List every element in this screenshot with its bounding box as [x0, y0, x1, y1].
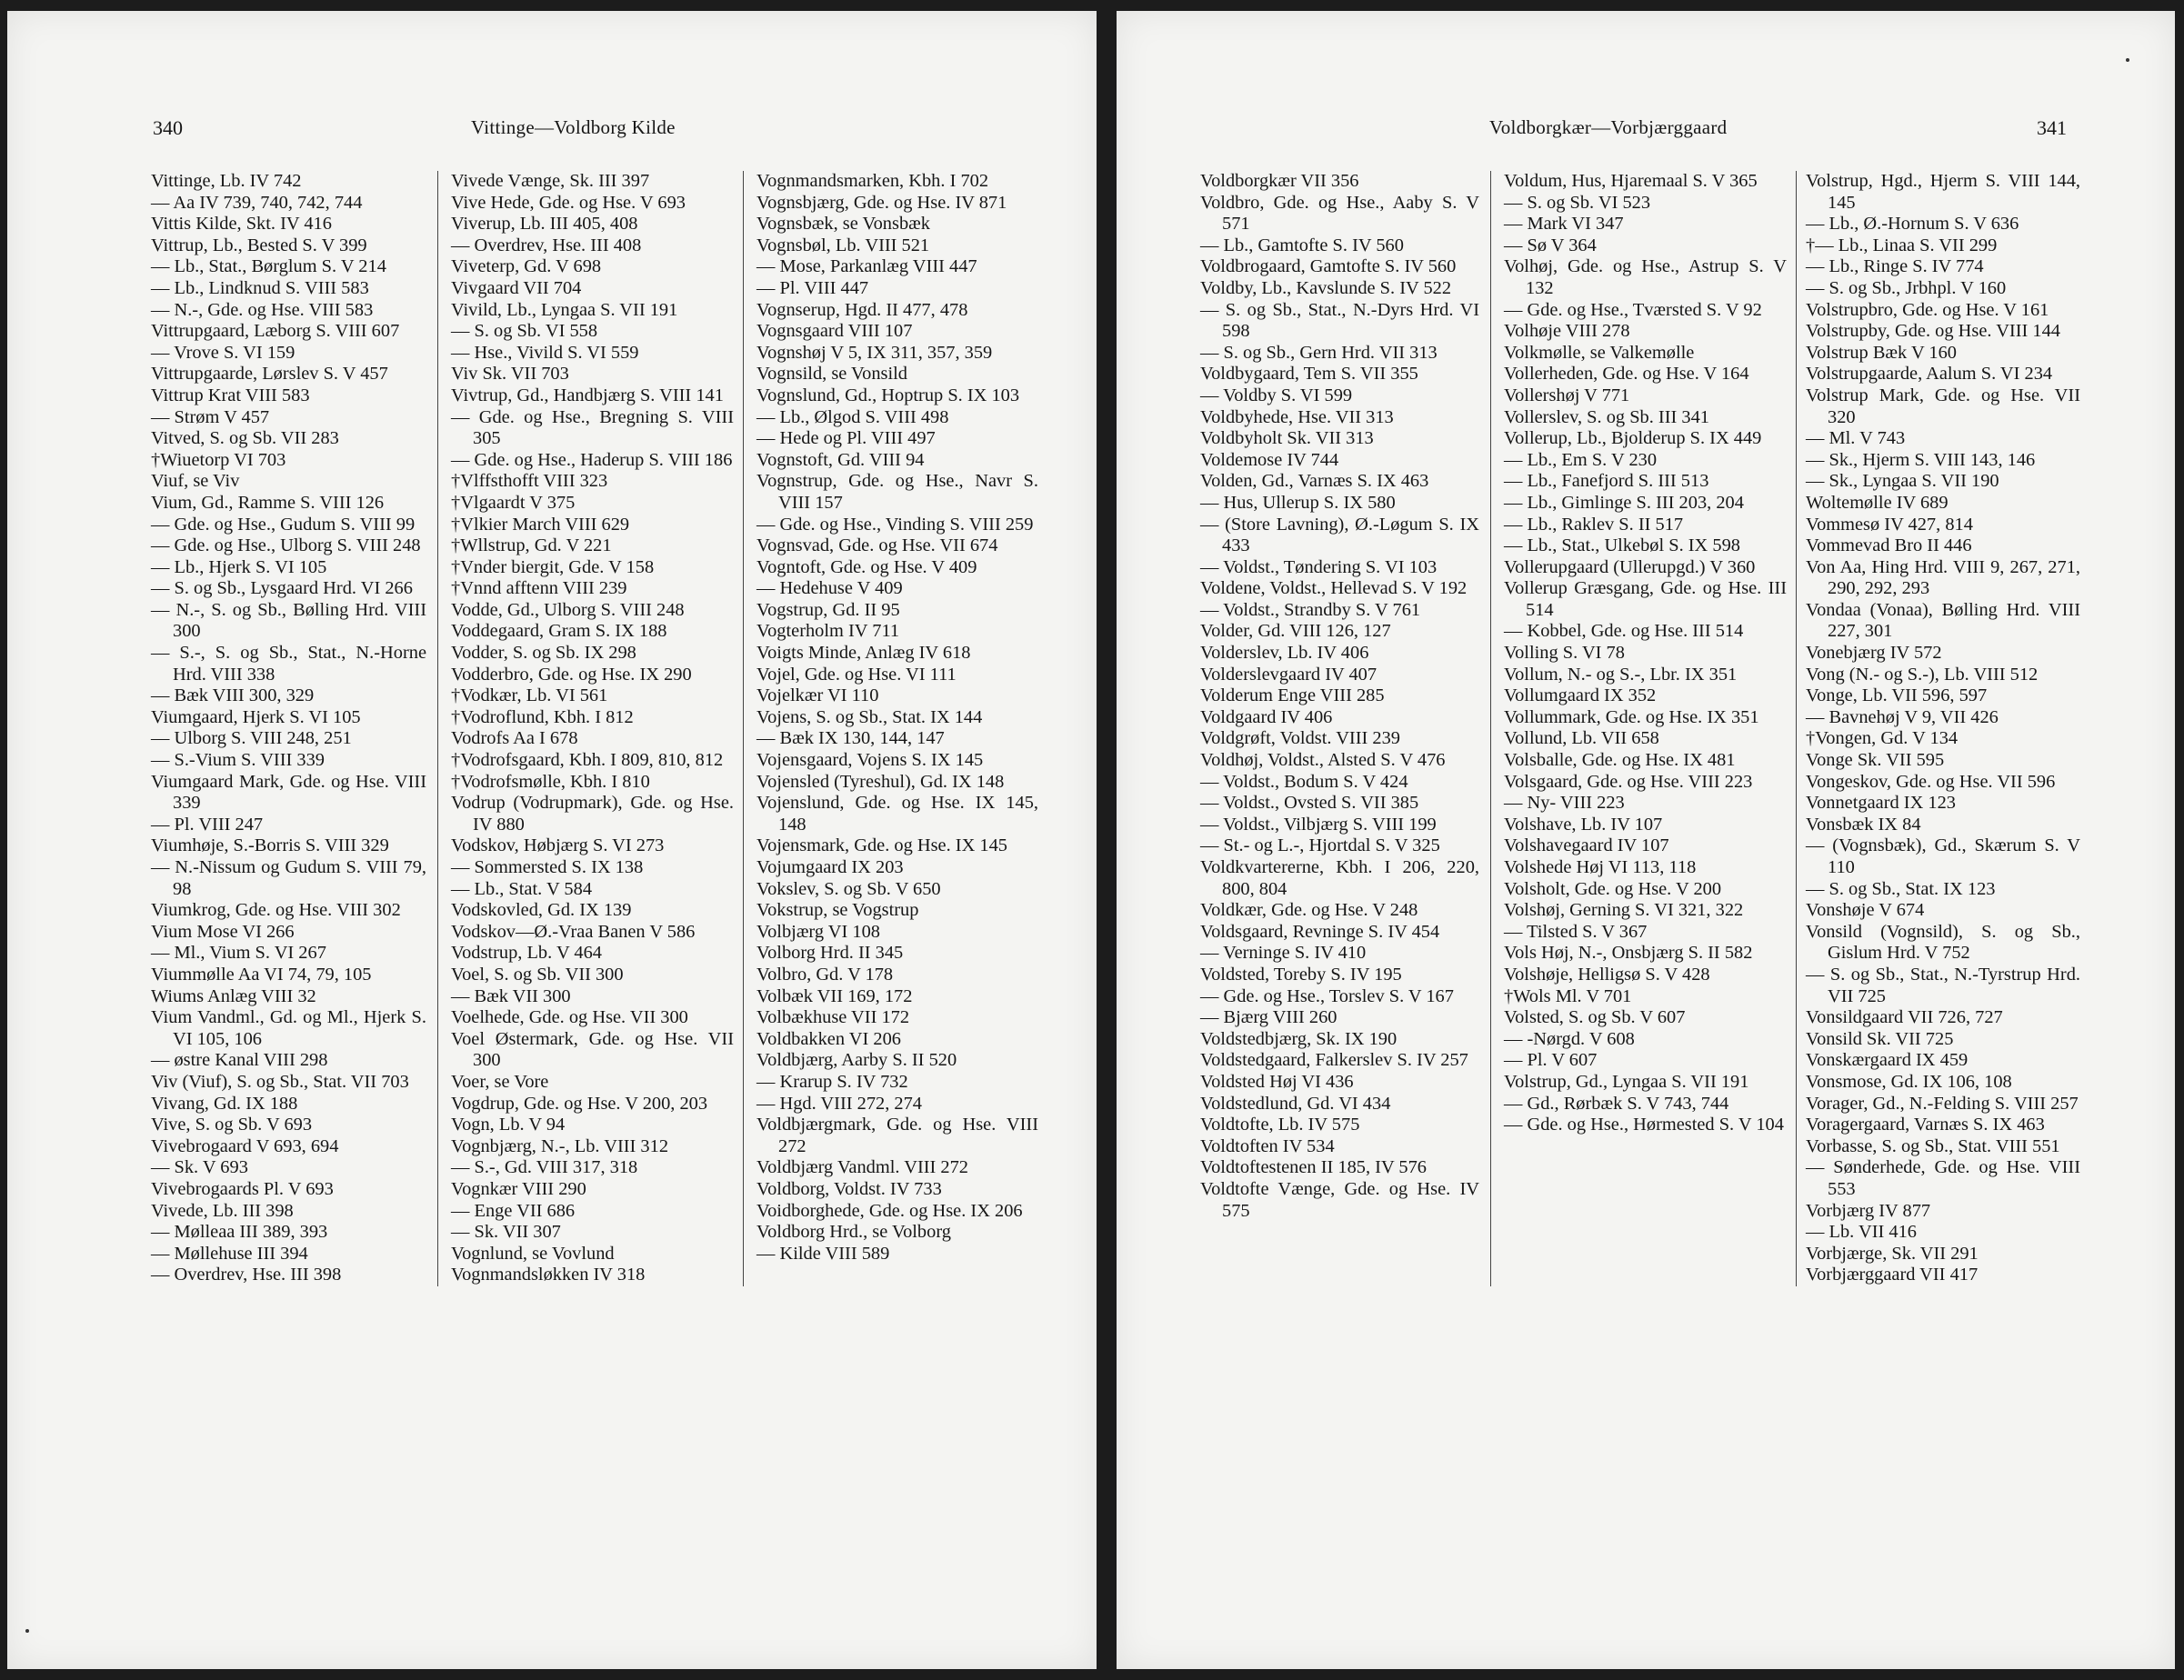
- index-entry: Volsgaard, Gde. og Hse. VIII 223: [1504, 771, 1753, 792]
- left-page: [7, 11, 1097, 1669]
- index-entry: Vivtrup, Gd., Handbjærg S. VIII 141: [451, 385, 724, 405]
- index-entry: Vodrup (Vodrupmark), Gde. og Hse. IV 880: [451, 793, 734, 835]
- index-entry: Voragergaard, Varnæs S. IX 463: [1806, 1115, 2045, 1135]
- index-entry: — Sø V 364: [1504, 235, 1597, 255]
- index-entry: — -Nørgd. V 608: [1504, 1028, 1635, 1049]
- index-entry: — Pl. V 607: [1504, 1050, 1598, 1071]
- index-entry: — S. og Sb., Stat., N.-Tyrstrup Hrd. VII 725: [1806, 964, 2080, 1006]
- index-entry: — Lb., Fanefjord S. III 513: [1504, 471, 1709, 492]
- index-entry: — Lb. VII 416: [1806, 1222, 1917, 1243]
- index-entry: Volborg Hrd. II 345: [756, 943, 904, 964]
- index-entry: Woltemølle IV 689: [1806, 492, 1949, 513]
- index-entry: — Mose, Parkanlæg VIII 447: [756, 256, 977, 277]
- index-entry: Voldstedlund, Gd. VI 434: [1200, 1093, 1391, 1114]
- index-column-2: [1491, 171, 1797, 1286]
- index-entry: — Ny- VIII 223: [1504, 793, 1625, 814]
- index-entry: Vojumgaard IX 203: [756, 857, 904, 877]
- index-entry: Wiums Anlæg VIII 32: [151, 985, 316, 1006]
- index-entry: — Voldby S. VI 599: [1200, 385, 1353, 405]
- index-entry: †Vnder biergit, Gde. V 158: [451, 556, 655, 577]
- index-entry: — Vrove S. VI 159: [151, 342, 296, 363]
- index-entry: Volden, Gd., Varnæs S. IX 463: [1200, 471, 1429, 492]
- index-entry: Voldgrøft, Voldst. VIII 239: [1200, 728, 1400, 749]
- index-entry: — S. og Sb., Stat., N.-Dyrs Hrd. VI 598: [1200, 299, 1479, 342]
- index-entry: — S.-, Gd. VIII 317, 318: [451, 1157, 638, 1178]
- index-entry: Viv Sk. VII 703: [451, 364, 569, 385]
- index-entry: — Voldst., Vilbjærg S. VIII 199: [1200, 814, 1437, 835]
- index-entry: Vognserup, Hgd. II 477, 478: [756, 299, 968, 320]
- index-entry: Voldtofte Vænge, Gde. og Hse. IV 575: [1200, 1178, 1479, 1221]
- index-entry: Vivild, Lb., Lyngaa S. VII 191: [451, 299, 678, 320]
- index-entry: Voldby, Lb., Kavslunde S. IV 522: [1200, 277, 1452, 298]
- index-entry: Vonsmose, Gd. IX 106, 108: [1806, 1071, 2012, 1092]
- index-entry: Viumgaard Mark, Gde. og Hse. VIII 339: [151, 771, 426, 814]
- index-entry: Voldbjærgmark, Gde. og Hse. VIII 272: [756, 1115, 1038, 1156]
- index-entry: Volsholt, Gde. og Hse. V 200: [1504, 878, 1722, 899]
- index-column-3: [1797, 171, 2080, 1286]
- index-entry: Vodskovled, Gd. IX 139: [451, 900, 632, 921]
- index-entry: — Mølleaa III 389, 393: [151, 1222, 328, 1243]
- index-entry: Viv (Viuf), S. og Sb., Stat. VII 703: [151, 1071, 409, 1092]
- index-entry: — Gde. og Hse., Hørmested S. V 104: [1504, 1115, 1784, 1135]
- index-entry: Vorbasse, S. og Sb., Stat. VIII 551: [1806, 1135, 2060, 1156]
- index-entry: Volshave, Lb. IV 107: [1504, 814, 1663, 835]
- index-entry: Vollerheden, Gde. og Hse. V 164: [1504, 364, 1749, 385]
- index-entry: Voldtoften IV 534: [1200, 1135, 1335, 1156]
- index-entry: Voigts Minde, Anlæg IV 618: [756, 643, 971, 664]
- index-entry: Vollerupgaard (Ullerupgd.) V 360: [1504, 556, 1756, 577]
- index-entry: — S. og Sb., Stat. IX 123: [1806, 878, 1996, 899]
- index-entry: Vittrup Krat VIII 583: [151, 385, 310, 405]
- index-entry: Vognsild, se Vonsild: [756, 364, 907, 385]
- index-entry: — Lb., Ølgod S. VIII 498: [756, 406, 949, 427]
- index-entry: Vive Hede, Gde. og Hse. V 693: [451, 192, 686, 213]
- index-entry: †Vodkær, Lb. VI 561: [451, 685, 608, 706]
- index-entry: Vivede, Lb. III 398: [151, 1200, 294, 1221]
- index-entry: Vivebrogaards Pl. V 693: [151, 1178, 334, 1199]
- index-entry: Voldum, Hus, Hjaremaal S. V 365: [1504, 171, 1758, 191]
- index-entry: Vognbjærg, N.-, Lb. VIII 312: [451, 1135, 669, 1156]
- index-entry: Vittrupgaard, Læborg S. VIII 607: [151, 321, 400, 342]
- index-entry: — Sønderhede, Gde. og Hse. VIII 553: [1806, 1157, 2080, 1199]
- index-entry: — Verninge S. IV 410: [1200, 943, 1367, 964]
- index-entry: — Voldst., Strandby S. V 761: [1200, 599, 1421, 620]
- index-entry: Vorager, Gd., N.-Felding S. VIII 257: [1806, 1093, 2079, 1114]
- index-entry: — S. og Sb. VI 558: [451, 321, 598, 342]
- index-entry: Viumgaard, Hjerk S. VI 105: [151, 706, 361, 727]
- index-entry: — Ml., Vium S. VI 267: [151, 943, 326, 964]
- index-entry: Vognmandsmarken, Kbh. I 702: [756, 171, 989, 191]
- index-entry: †Wllstrup, Gd. V 221: [451, 535, 612, 556]
- index-entry: Vognstrup, Gde. og Hse., Navr S. VIII 157: [756, 471, 1038, 513]
- index-entry: Voelhede, Gde. og Hse. VII 300: [451, 1007, 688, 1028]
- index-entry: Voldkær, Gde. og Hse. V 248: [1200, 900, 1418, 921]
- index-columns: [151, 171, 1038, 1286]
- index-entry: — Gde. og Hse., Bregning S. VIII 305: [451, 406, 734, 449]
- index-entry: Volstrupgaarde, Aalum S. VI 234: [1806, 364, 2053, 385]
- index-entry: Volkmølle, se Valkemølle: [1504, 342, 1695, 363]
- index-entry: †Vongen, Gd. V 134: [1806, 728, 1959, 749]
- index-entry: — S. og Sb. VI 523: [1504, 192, 1651, 213]
- index-entry: — Lb., Raklev S. II 517: [1504, 514, 1684, 535]
- index-entry: Voldbakken VI 206: [756, 1028, 901, 1049]
- index-entry: Volshøje, Helligsø S. V 428: [1504, 964, 1710, 985]
- index-entry: Vollerslev, S. og Sb. III 341: [1504, 406, 1709, 427]
- index-entry: — S.-Vium S. VIII 339: [151, 750, 325, 771]
- index-entry: Vonsild (Vognsild), S. og Sb., Gislum Hrd. V 752: [1806, 921, 2080, 964]
- right-page: [1117, 11, 2175, 1669]
- index-entry: — S.-, S. og Sb., Stat., N.-Horne Hrd. VIII 338: [151, 643, 426, 685]
- index-entry: Vivede Vænge, Sk. III 397: [451, 171, 650, 191]
- index-entry: Voldemose IV 744: [1200, 449, 1339, 470]
- index-entry: — Hedehuse V 409: [756, 578, 903, 599]
- index-entry: Voldstedbjærg, Sk. IX 190: [1200, 1028, 1398, 1049]
- index-entry: — Lb., Ringe S. IV 774: [1806, 256, 1984, 277]
- index-entry: — Ml. V 743: [1806, 428, 1906, 449]
- index-entry: Von Aa, Hing Hrd. VIII 9, 267, 271, 290, 292, 293: [1806, 556, 2080, 599]
- index-entry: Vittrupgaarde, Lørslev S. V 457: [151, 364, 388, 385]
- index-entry: Vodde, Gd., Ulborg S. VIII 248: [451, 599, 685, 620]
- index-entry: Vorbjærggaard VII 417: [1806, 1265, 1979, 1285]
- index-entry: Vodder, S. og Sb. IX 298: [451, 643, 636, 664]
- index-entry: †Vlgaardt V 375: [451, 492, 576, 513]
- index-entry: Volhøj, Gde. og Hse., Astrup S. V 132: [1504, 256, 1787, 298]
- index-entry: Vollershøj V 771: [1504, 385, 1630, 405]
- index-entry: Vollerup, Lb., Bjolderup S. IX 449: [1504, 428, 1762, 449]
- index-entry: Vonge Sk. VII 595: [1806, 750, 1945, 771]
- index-entry: Volstrup, Hgd., Hjerm S. VIII 144, 145: [1806, 171, 2080, 213]
- index-entry: — Enge VII 686: [451, 1200, 576, 1221]
- speck: [25, 1629, 29, 1633]
- index-entry: Voldborg Hrd., se Volborg: [756, 1222, 951, 1243]
- index-entry: — Bæk IX 130, 144, 147: [756, 728, 945, 749]
- index-entry: — (Store Lavning), Ø.-Løgum S. IX 433: [1200, 514, 1479, 556]
- index-entry: — S. og Sb., Gern Hrd. VII 313: [1200, 342, 1438, 363]
- index-entry: Vonskærgaard IX 459: [1806, 1050, 1969, 1071]
- index-entry: †Vodrofsmølle, Kbh. I 810: [451, 771, 650, 792]
- index-columns: [1200, 171, 2080, 1286]
- index-entry: Viumhøje, S.-Borris S. VIII 329: [151, 835, 389, 856]
- index-entry: — Tilsted S. V 367: [1504, 921, 1648, 942]
- index-entry: Voddegaard, Gram S. IX 188: [451, 621, 667, 642]
- index-entry: Voldbro, Gde. og Hse., Aaby S. V 571: [1200, 192, 1479, 235]
- index-entry: Voer, se Vore: [451, 1071, 549, 1092]
- index-entry: Volstrup, Gd., Lyngaa S. VII 191: [1504, 1071, 1749, 1092]
- index-column-1: [151, 171, 438, 1286]
- index-entry: Vivebrogaard V 693, 694: [151, 1135, 339, 1156]
- index-entry: Vogstrup, Gd. II 95: [756, 599, 900, 620]
- index-entry: †Vodrofsgaard, Kbh. I 809, 810, 812: [451, 750, 724, 771]
- index-entry: Vojensgaard, Vojens S. IX 145: [756, 750, 984, 771]
- index-column-1: [1200, 171, 1491, 1286]
- index-column-3: [744, 171, 1038, 1286]
- running-head: Vittinge—Voldborg Kilde: [471, 116, 676, 138]
- index-entry: Voldhøj, Voldst., Alsted S. V 476: [1200, 750, 1446, 771]
- index-entry: — Lb., Stat. V 584: [451, 878, 593, 899]
- index-entry: Volbæk VII 169, 172: [756, 985, 913, 1006]
- index-entry: — Hse., Vivild S. VI 559: [451, 342, 639, 363]
- index-entry: — Overdrev, Hse. III 408: [451, 235, 642, 255]
- index-entry: Vonsbæk IX 84: [1806, 814, 1921, 835]
- index-entry: — Gde. og Hse., Gudum S. VIII 99: [151, 514, 416, 535]
- index-entry: Vium Vandml., Gd. og Ml., Hjerk S. VI 105, 106: [151, 1007, 426, 1049]
- index-entry: Vojens, S. og Sb., Stat. IX 144: [756, 706, 983, 727]
- index-entry: Vivang, Gd. IX 188: [151, 1093, 298, 1114]
- index-entry: Viummølle Aa VI 74, 79, 105: [151, 964, 372, 985]
- index-entry: — Voldst., Tøndering S. VI 103: [1200, 556, 1438, 577]
- index-entry: Voldbjærg, Aarby S. II 520: [756, 1050, 957, 1071]
- index-entry: — N.-Nissum og Gudum S. VIII 79, 98: [151, 857, 426, 899]
- index-entry: — Overdrev, Hse. III 398: [151, 1265, 342, 1285]
- index-entry: Vittrup, Lb., Bested S. V 399: [151, 235, 367, 255]
- index-entry: Vognsbjærg, Gde. og Hse. IV 871: [756, 192, 1007, 213]
- index-entry: — Ulborg S. VIII 248, 251: [151, 728, 352, 749]
- index-entry: — Aa IV 739, 740, 742, 744: [151, 192, 363, 213]
- index-entry: — St.- og L.-, Hjortdal S. V 325: [1200, 835, 1440, 856]
- index-entry: Volshede Høj VI 113, 118: [1504, 857, 1697, 877]
- index-entry: — Kilde VIII 589: [756, 1243, 890, 1264]
- index-entry: Vollerup Græsgang, Gde. og Hse. III 514: [1504, 578, 1787, 620]
- index-entry: Vognshøj V 5, IX 311, 357, 359: [756, 342, 993, 363]
- index-entry: Vollumgaard IX 352: [1504, 685, 1657, 706]
- index-entry: †Wols Ml. V 701: [1504, 985, 1632, 1006]
- index-entry: Vodderbro, Gde. og Hse. IX 290: [451, 664, 692, 685]
- index-entry: Voel, S. og Sb. VII 300: [451, 964, 624, 985]
- index-entry: — S. og Sb., Jrbhpl. V 160: [1806, 277, 2007, 298]
- index-entry: Vollum, N.- og S.-, Lbr. IX 351: [1504, 664, 1738, 685]
- index-entry: Vittinge, Lb. IV 742: [151, 171, 302, 191]
- index-entry: Vokstrup, se Vogstrup: [756, 900, 919, 921]
- index-entry: Voldgaard IV 406: [1200, 706, 1333, 727]
- index-entry: — Sk. V 693: [151, 1157, 248, 1178]
- index-column-2: [438, 171, 744, 1286]
- index-entry: Viveterp, Gd. V 698: [451, 256, 602, 277]
- index-entry: †Vnnd afftenn VIII 239: [451, 578, 627, 599]
- index-entry: — Lb., Stat., Børglum S. V 214: [151, 256, 386, 277]
- index-entry: Vorbjærge, Sk. VII 291: [1806, 1243, 1979, 1264]
- index-entry: Vium Mose VI 266: [151, 921, 295, 942]
- index-entry: — Voldst., Bodum S. V 424: [1200, 771, 1408, 792]
- index-entry: — Strøm V 457: [151, 406, 270, 427]
- index-entry: Volsballe, Gde. og Hse. IX 481: [1504, 750, 1736, 771]
- index-entry: Vollund, Lb. VII 658: [1504, 728, 1659, 749]
- index-entry: Volshavegaard IV 107: [1504, 835, 1669, 856]
- index-entry: — Kobbel, Gde. og Hse. III 514: [1504, 621, 1744, 642]
- index-entry: — Sk. VII 307: [451, 1222, 561, 1243]
- index-entry: — Lb., Ø.-Hornum S. V 636: [1806, 214, 2019, 235]
- index-entry: Volbækhuse VII 172: [756, 1007, 910, 1028]
- index-entry: — S. og Sb., Lysgaard Hrd. VI 266: [151, 578, 413, 599]
- index-entry: — Gde. og Hse., Ulborg S. VIII 248: [151, 535, 421, 556]
- index-entry: Vols Høj, N.-, Onsbjærg S. II 582: [1504, 943, 1753, 964]
- index-entry: Vognsgaard VIII 107: [756, 321, 913, 342]
- index-entry: — Mark VI 347: [1504, 214, 1624, 235]
- index-entry: — Bæk VII 300: [451, 985, 571, 1006]
- index-entry: Volling S. VI 78: [1504, 643, 1625, 664]
- index-entry: Vogn, Lb. V 94: [451, 1115, 566, 1135]
- index-entry: Vogdrup, Gde. og Hse. V 200, 203: [451, 1093, 708, 1114]
- index-entry: — Hgd. VIII 272, 274: [756, 1093, 922, 1114]
- index-entry: Vojensled (Tyreshul), Gd. IX 148: [756, 771, 1005, 792]
- index-entry: Volderslevgaard IV 407: [1200, 664, 1378, 685]
- index-entry: Vognsbøl, Lb. VIII 521: [756, 235, 930, 255]
- index-entry: — Gd., Rørbæk S. V 743, 744: [1504, 1093, 1729, 1114]
- index-entry: — Gde. og Hse., Vinding S. VIII 259: [756, 514, 1034, 535]
- index-entry: Volder, Gd. VIII 126, 127: [1200, 621, 1391, 642]
- index-entry: Vommesø IV 427, 814: [1806, 514, 1973, 535]
- index-entry: Viverup, Lb. III 405, 408: [451, 214, 638, 235]
- index-entry: — Bavnehøj V 9, VII 426: [1806, 706, 1999, 727]
- index-entry: Vodrofs Aa I 678: [451, 728, 578, 749]
- index-entry: Voldsted, Toreby S. IV 195: [1200, 964, 1402, 985]
- index-entry: — Voldst., Ovsted S. VII 385: [1200, 793, 1419, 814]
- index-entry: Vodstrup, Lb. V 464: [451, 943, 602, 964]
- index-entry: — (Vognsbæk), Gd., Skærum S. V 110: [1806, 835, 2080, 877]
- index-entry: Voldtoftestenen II 185, IV 576: [1200, 1157, 1427, 1178]
- index-entry: — Lb., Em S. V 230: [1504, 449, 1658, 470]
- index-entry: Voldsgaard, Revninge S. IV 454: [1200, 921, 1440, 942]
- index-entry: — N.-, Gde. og Hse. VIII 583: [151, 299, 374, 320]
- index-entry: †Vlffsthofft VIII 323: [451, 471, 608, 492]
- index-entry: — Gde. og Hse., Haderup S. VIII 186: [451, 449, 733, 470]
- index-entry: — Pl. VIII 447: [756, 277, 869, 298]
- index-entry: Voldborgkær VII 356: [1200, 171, 1359, 191]
- index-entry: Vivgaard VII 704: [451, 277, 582, 298]
- index-entry: — Lb., Lindknud S. VIII 583: [151, 277, 369, 298]
- index-entry: — Pl. VIII 247: [151, 814, 264, 835]
- index-entry: Volstrupbro, Gde. og Hse. V 161: [1806, 299, 2049, 320]
- page-number: 341: [2037, 116, 2067, 139]
- index-entry: — østre Kanal VIII 298: [151, 1050, 328, 1071]
- index-entry: Vive, S. og Sb. V 693: [151, 1115, 313, 1135]
- index-entry: — Gde. og Hse., Tværsted S. V 92: [1504, 299, 1762, 320]
- index-entry: — Sk., Lyngaa S. VII 190: [1806, 471, 1999, 492]
- index-entry: Vojel, Gde. og Hse. VI 111: [756, 664, 957, 685]
- index-entry: — Hede og Pl. VIII 497: [756, 428, 936, 449]
- index-entry: Voldborg, Voldst. IV 733: [756, 1178, 942, 1199]
- index-entry: Volhøje VIII 278: [1504, 321, 1630, 342]
- index-entry: Viumkrog, Gde. og Hse. VIII 302: [151, 900, 401, 921]
- index-entry: — Gde. og Hse., Torslev S. V 167: [1200, 985, 1454, 1006]
- index-entry: Vokslev, S. og Sb. V 650: [756, 878, 941, 899]
- index-entry: Volshøj, Gerning S. VI 321, 322: [1504, 900, 1744, 921]
- index-entry: Vognkær VIII 290: [451, 1178, 586, 1199]
- index-entry: Vittis Kilde, Skt. IV 416: [151, 214, 332, 235]
- index-entry: Vojelkær VI 110: [756, 685, 879, 706]
- index-entry: Vognsvad, Gde. og Hse. VII 674: [756, 535, 998, 556]
- index-entry: — Lb., Gimlinge S. III 203, 204: [1504, 492, 1744, 513]
- index-entry: Voldbygaard, Tem S. VII 355: [1200, 364, 1418, 385]
- index-entry: †— Lb., Linaa S. VII 299: [1806, 235, 1998, 255]
- index-entry: — Møllehuse III 394: [151, 1243, 308, 1264]
- index-entry: Volstrupby, Gde. og Hse. VIII 144: [1806, 321, 2060, 342]
- index-entry: Vollummark, Gde. og Hse. IX 351: [1504, 706, 1759, 727]
- index-entry: Voldkvartererne, Kbh. I 206, 220, 800, 804: [1200, 857, 1479, 899]
- index-entry: Vognmandsløkken IV 318: [451, 1265, 646, 1285]
- index-entry: Volsted, S. og Sb. V 607: [1504, 1007, 1686, 1028]
- index-entry: Vonsildgaard VII 726, 727: [1806, 1007, 2003, 1028]
- index-entry: Vongeskov, Gde. og Hse. VII 596: [1806, 771, 2056, 792]
- speck: [2126, 58, 2129, 62]
- index-entry: Vong (N.- og S.-), Lb. VIII 512: [1806, 664, 2039, 685]
- index-entry: Vium, Gd., Ramme S. VIII 126: [151, 492, 385, 513]
- index-entry: Vognsbæk, se Vonsbæk: [756, 214, 930, 235]
- running-head: Voldborgkær—Vorbjærggaard: [1489, 116, 1728, 138]
- index-entry: Voldtofte, Lb. IV 575: [1200, 1115, 1360, 1135]
- index-entry: Vitved, S. og Sb. VII 283: [151, 428, 339, 449]
- index-entry: Vonnetgaard IX 123: [1806, 793, 1956, 814]
- index-entry: Voldsted Høj VI 436: [1200, 1071, 1354, 1092]
- index-entry: Vognlund, se Vovlund: [451, 1243, 615, 1264]
- index-entry: Vonsild Sk. VII 725: [1806, 1028, 1954, 1049]
- index-entry: Vojenslund, Gde. og Hse. IX 145, 148: [756, 793, 1038, 835]
- index-entry: Voidborghede, Gde. og Hse. IX 206: [756, 1200, 1023, 1221]
- index-entry: Vognslund, Gd., Hoptrup S. IX 103: [756, 385, 1020, 405]
- index-entry: †Wiuetorp VI 703: [151, 449, 286, 470]
- index-entry: Voldbjærg Vandml. VIII 272: [756, 1157, 968, 1178]
- index-entry: — Sommersted S. IX 138: [451, 857, 644, 877]
- index-entry: — Bjærg VIII 260: [1200, 1007, 1337, 1028]
- index-entry: Volstrup Bæk V 160: [1806, 342, 1958, 363]
- index-entry: Vodskov, Høbjærg S. VI 273: [451, 835, 665, 856]
- index-entry: Voldbyhede, Hse. VII 313: [1200, 406, 1394, 427]
- index-entry: — Sk., Hjerm S. VIII 143, 146: [1806, 449, 2036, 470]
- index-entry: Vodskov—Ø.-Vraa Banen V 586: [451, 921, 696, 942]
- index-entry: — Lb., Gamtofte S. IV 560: [1200, 235, 1404, 255]
- index-entry: — Lb., Stat., Ulkebøl S. IX 598: [1504, 535, 1740, 556]
- index-entry: Volbjærg VI 108: [756, 921, 880, 942]
- index-entry: — Bæk VIII 300, 329: [151, 685, 315, 706]
- index-entry: Vonebjærg IV 572: [1806, 643, 1942, 664]
- index-entry: †Vlkier March VIII 629: [451, 514, 630, 535]
- index-entry: Vonge, Lb. VII 596, 597: [1806, 685, 1988, 706]
- index-entry: Vondaa (Vonaa), Bølling Hrd. VIII 227, 301: [1806, 599, 2080, 642]
- index-entry: Voldbyholt Sk. VII 313: [1200, 428, 1374, 449]
- index-entry: Vonshøje V 674: [1806, 900, 1925, 921]
- index-entry: — Krarup S. IV 732: [756, 1071, 908, 1092]
- index-entry: Vommevad Bro II 446: [1806, 535, 1972, 556]
- index-entry: Volstrup Mark, Gde. og Hse. VII 320: [1806, 385, 2080, 427]
- index-entry: Volbro, Gd. V 178: [756, 964, 894, 985]
- index-entry: Voel Østermark, Gde. og Hse. VII 300: [451, 1028, 734, 1071]
- index-entry: Voldene, Voldst., Hellevad S. V 192: [1200, 578, 1468, 599]
- index-entry: — Hus, Ullerup S. IX 580: [1200, 492, 1396, 513]
- index-entry: Vogterholm IV 711: [756, 621, 900, 642]
- index-entry: Vojensmark, Gde. og Hse. IX 145: [756, 835, 1007, 856]
- index-entry: Vorbjærg IV 877: [1806, 1200, 1931, 1221]
- index-entry: — Lb., Hjerk S. VI 105: [151, 556, 327, 577]
- index-entry: Volderum Enge VIII 285: [1200, 685, 1385, 706]
- index-entry: Volderslev, Lb. IV 406: [1200, 643, 1369, 664]
- index-entry: Viuf, se Viv: [151, 471, 240, 492]
- index-entry: Vognstoft, Gd. VIII 94: [756, 449, 925, 470]
- index-entry: †Vodroflund, Kbh. I 812: [451, 706, 634, 727]
- index-entry: Voldstedgaard, Falkerslev S. IV 257: [1200, 1050, 1468, 1071]
- page-number: 340: [153, 116, 183, 139]
- index-entry: — N.-, S. og Sb., Bølling Hrd. VIII 300: [151, 599, 426, 642]
- index-entry: Voldbrogaard, Gamtofte S. IV 560: [1200, 256, 1457, 277]
- index-entry: Vogntoft, Gde. og Hse. V 409: [756, 556, 977, 577]
